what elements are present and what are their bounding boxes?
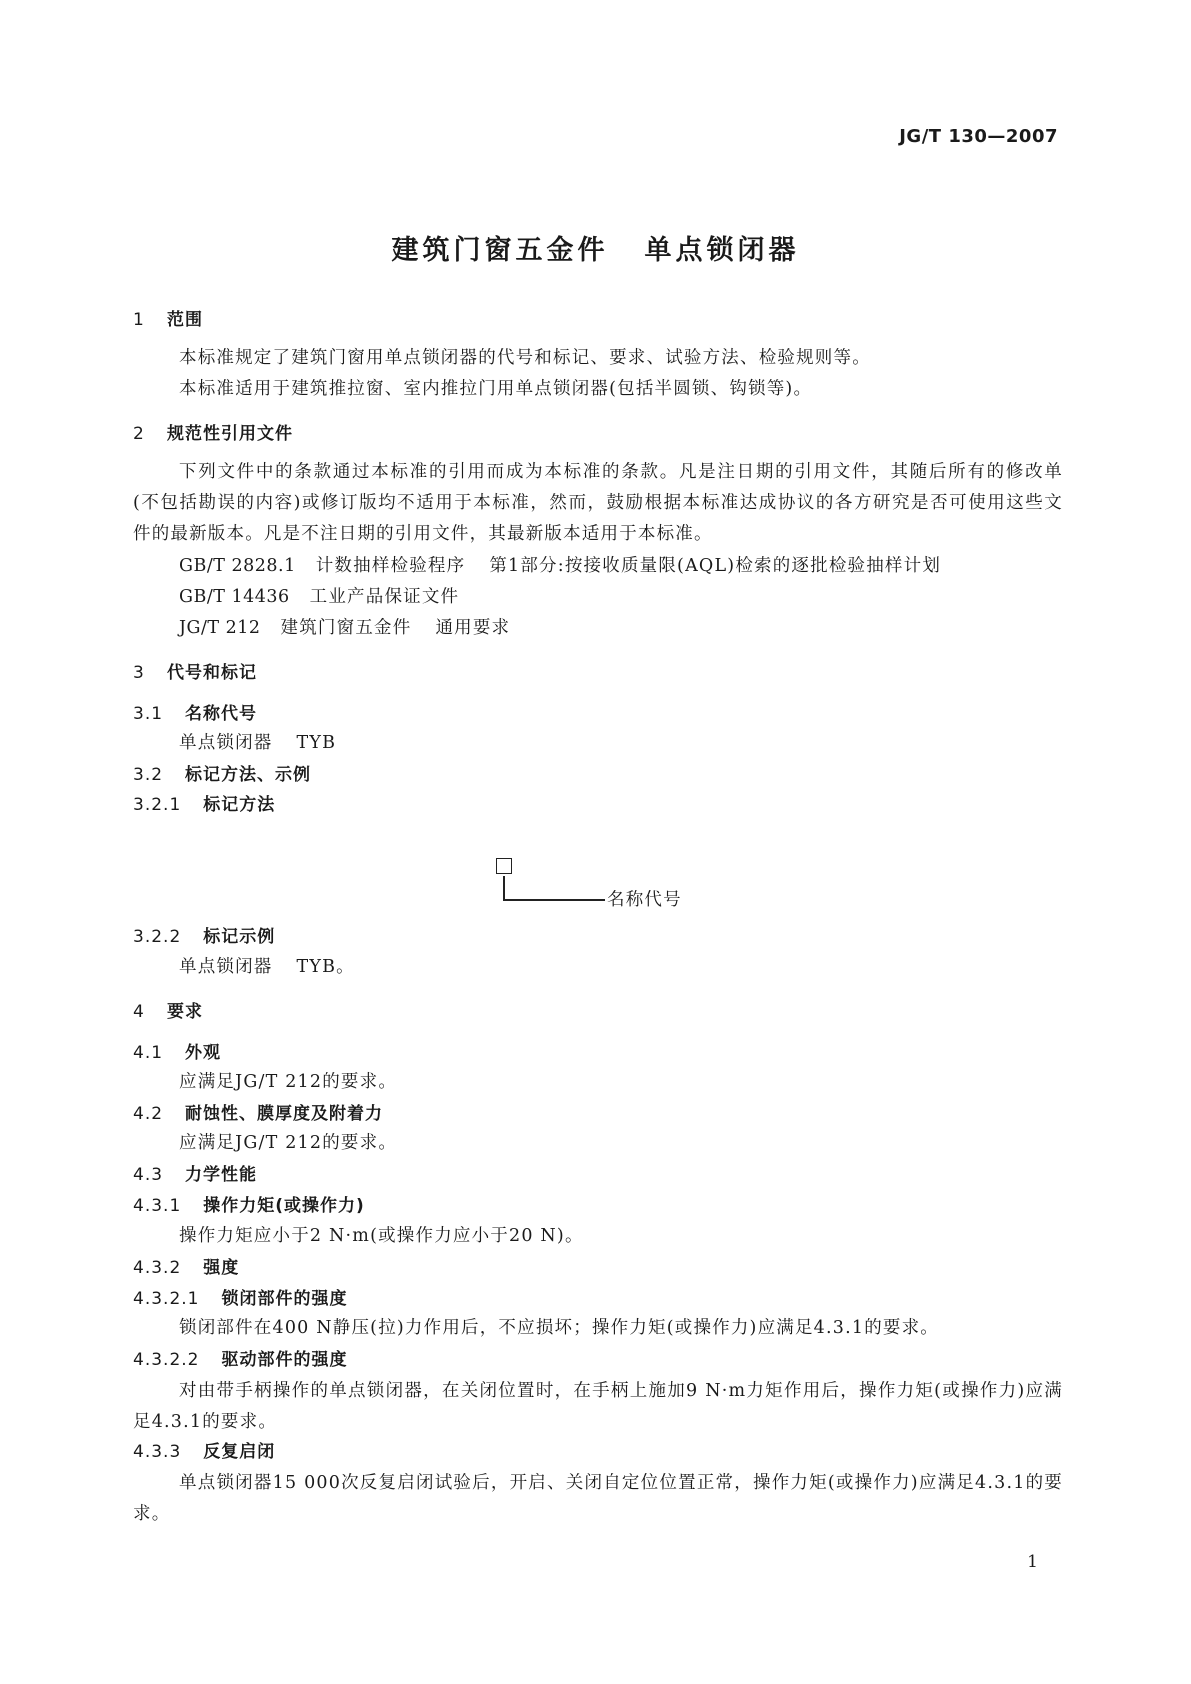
section-4-3-2-2-text: 对由带手柄操作的单点锁闭器，在关闭位置时，在手柄上施加9 N·m力矩作用后，操作力矩(或操作力)应满足4.3.1的要求。 [133, 1381, 1063, 1432]
marking-diagram-connector [503, 876, 505, 900]
section-4-2-text: 应满足JG/T 212的要求。 [179, 1133, 398, 1153]
title-part-2: 单点锁闭器 [644, 235, 800, 266]
page-number: 1 [1027, 1552, 1038, 1572]
reference-item: GB/T 2828.1 计数抽样检验程序 第1部分:按接收质量限(AQL)检索的逐批检验抽样计划 [179, 556, 942, 576]
section-1-para-2: 本标准适用于建筑推拉窗、室内推拉门用单点锁闭器(包括半圆锁、钩锁等)。 [179, 379, 813, 399]
section-3-heading: 3 代号和标记 [133, 663, 257, 683]
section-4-2-heading: 4.2 耐蚀性、膜厚度及附着力 [133, 1104, 384, 1124]
marking-diagram-leader-line [503, 899, 605, 901]
section-4-3-3-text: 单点锁闭器15 000次反复启闭试验后，开启、关闭自定位位置正常，操作力矩(或操作力)应满足4.3.1的要求。 [133, 1473, 1063, 1524]
section-3-1-heading: 3.1 名称代号 [133, 704, 258, 724]
section-4-3-2-1-heading: 4.3.2.1 锁闭部件的强度 [133, 1289, 348, 1309]
section-4-3-2-1-text: 锁闭部件在400 N静压(拉)力作用后，不应损坏；操作力矩(或操作力)应满足4.3.1的要求。 [179, 1318, 940, 1338]
section-3-2-1-heading: 3.2.1 标记方法 [133, 795, 276, 815]
reference-item: JG/T 212 建筑门窗五金件 通用要求 [179, 618, 511, 638]
marking-diagram-box [496, 858, 512, 874]
reference-item: GB/T 14436 工业产品保证文件 [179, 587, 460, 607]
section-2-paragraph: 下列文件中的条款通过本标准的引用而成为本标准的条款。凡是注日期的引用文件，其随后所有的修改单(不包括勘误的内容)或修订版均不适用于本标准，然而，鼓励根据本标准达成协议的各方研究是否可使用这些文件的最新版本。凡是不注日期的引用文件，其最新版本适用于本标准。 [133, 462, 1063, 544]
section-4-3-1-text: 操作力矩应小于2 N·m(或操作力应小于20 N)。 [179, 1226, 584, 1246]
section-4-3-2-heading: 4.3.2 强度 [133, 1258, 240, 1278]
section-2-heading: 2 规范性引用文件 [133, 424, 293, 444]
section-4-3-heading: 4.3 力学性能 [133, 1165, 258, 1185]
section-4-1-text: 应满足JG/T 212的要求。 [179, 1072, 398, 1092]
section-3-1-text: 单点锁闭器 TYB [179, 733, 337, 753]
section-4-heading: 4 要求 [133, 1002, 203, 1022]
section-4-3-2-2-heading: 4.3.2.2 驱动部件的强度 [133, 1350, 348, 1370]
section-1-heading: 1 范围 [133, 310, 203, 330]
section-1-para-1: 本标准规定了建筑门窗用单点锁闭器的代号和标记、要求、试验方法、检验规则等。 [179, 348, 871, 368]
title-part-1: 建筑门窗五金件 [391, 235, 609, 266]
section-4-3-1-heading: 4.3.1 操作力矩(或操作力) [133, 1196, 365, 1216]
section-4-3-3-heading: 4.3.3 反复启闭 [133, 1442, 276, 1462]
section-4-1-heading: 4.1 外观 [133, 1043, 222, 1063]
document-title [0, 228, 1191, 267]
standard-code: JG/T 130—2007 [899, 126, 1058, 147]
section-3-2-heading: 3.2 标记方法、示例 [133, 765, 312, 785]
section-3-2-2-heading: 3.2.2 标记示例 [133, 927, 276, 947]
marking-diagram-label: 名称代号 [607, 890, 682, 910]
section-3-2-2-text: 单点锁闭器 TYB。 [179, 957, 355, 977]
